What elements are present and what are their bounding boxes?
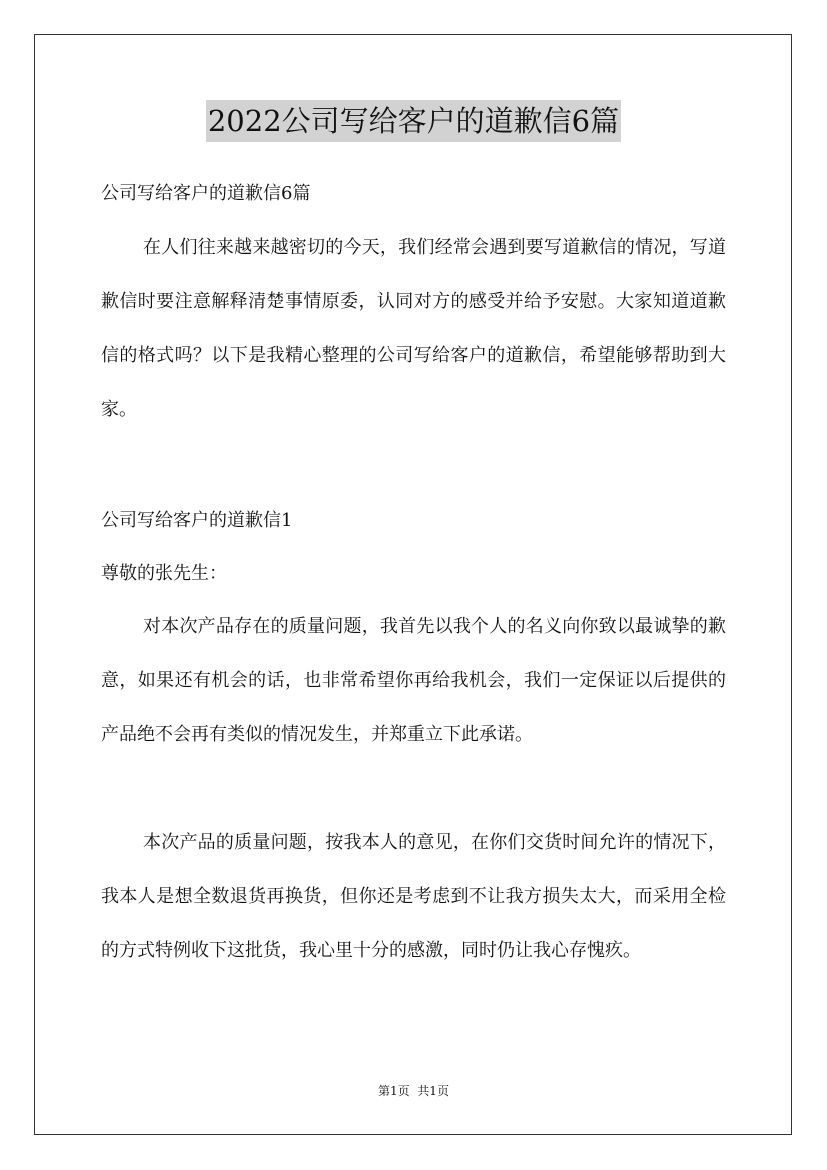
letter-paragraph-2: 本次产品的质量问题，按我本人的意见，在你们交货时间允许的情况下，我本人是想全数退货再换货，但你还是考虑到不让我方损失太大，而采用全检的方式特例收下这批货，我心里十分的感激，同时仍让我心存愧疚。: [101, 832, 726, 961]
letter-heading: 公司写给客户的道歉信1: [101, 510, 293, 531]
letter-paragraph-1: 对本次产品存在的质量问题，我首先以我个人的名义向你致以最诚挚的歉意，如果还有机会的话，也非常希望你再给我机会，我们一定保证以后提供的产品绝不会再有类似的情况发生，并郑重立下此承诺。: [101, 616, 726, 745]
intro-paragraph: 在人们往来越来越密切的今天，我们经常会遇到要写道歉信的情况，写道歉信时要注意解释清楚事情原委，认同对方的感受并给予安慰。大家知道道歉信的格式吗？以下是我精心整理的公司写给客户的道歉信，希望能够帮助到大家。: [101, 237, 726, 420]
page-footer: 第1页 共1页: [378, 1084, 449, 1098]
letter-salutation: 尊敬的张先生：: [101, 563, 227, 584]
title-container: [0, 100, 827, 142]
document-title: 2022公司写给客户的道歉信6篇: [206, 100, 621, 142]
document-subtitle: 公司写给客户的道歉信6篇: [101, 183, 311, 204]
